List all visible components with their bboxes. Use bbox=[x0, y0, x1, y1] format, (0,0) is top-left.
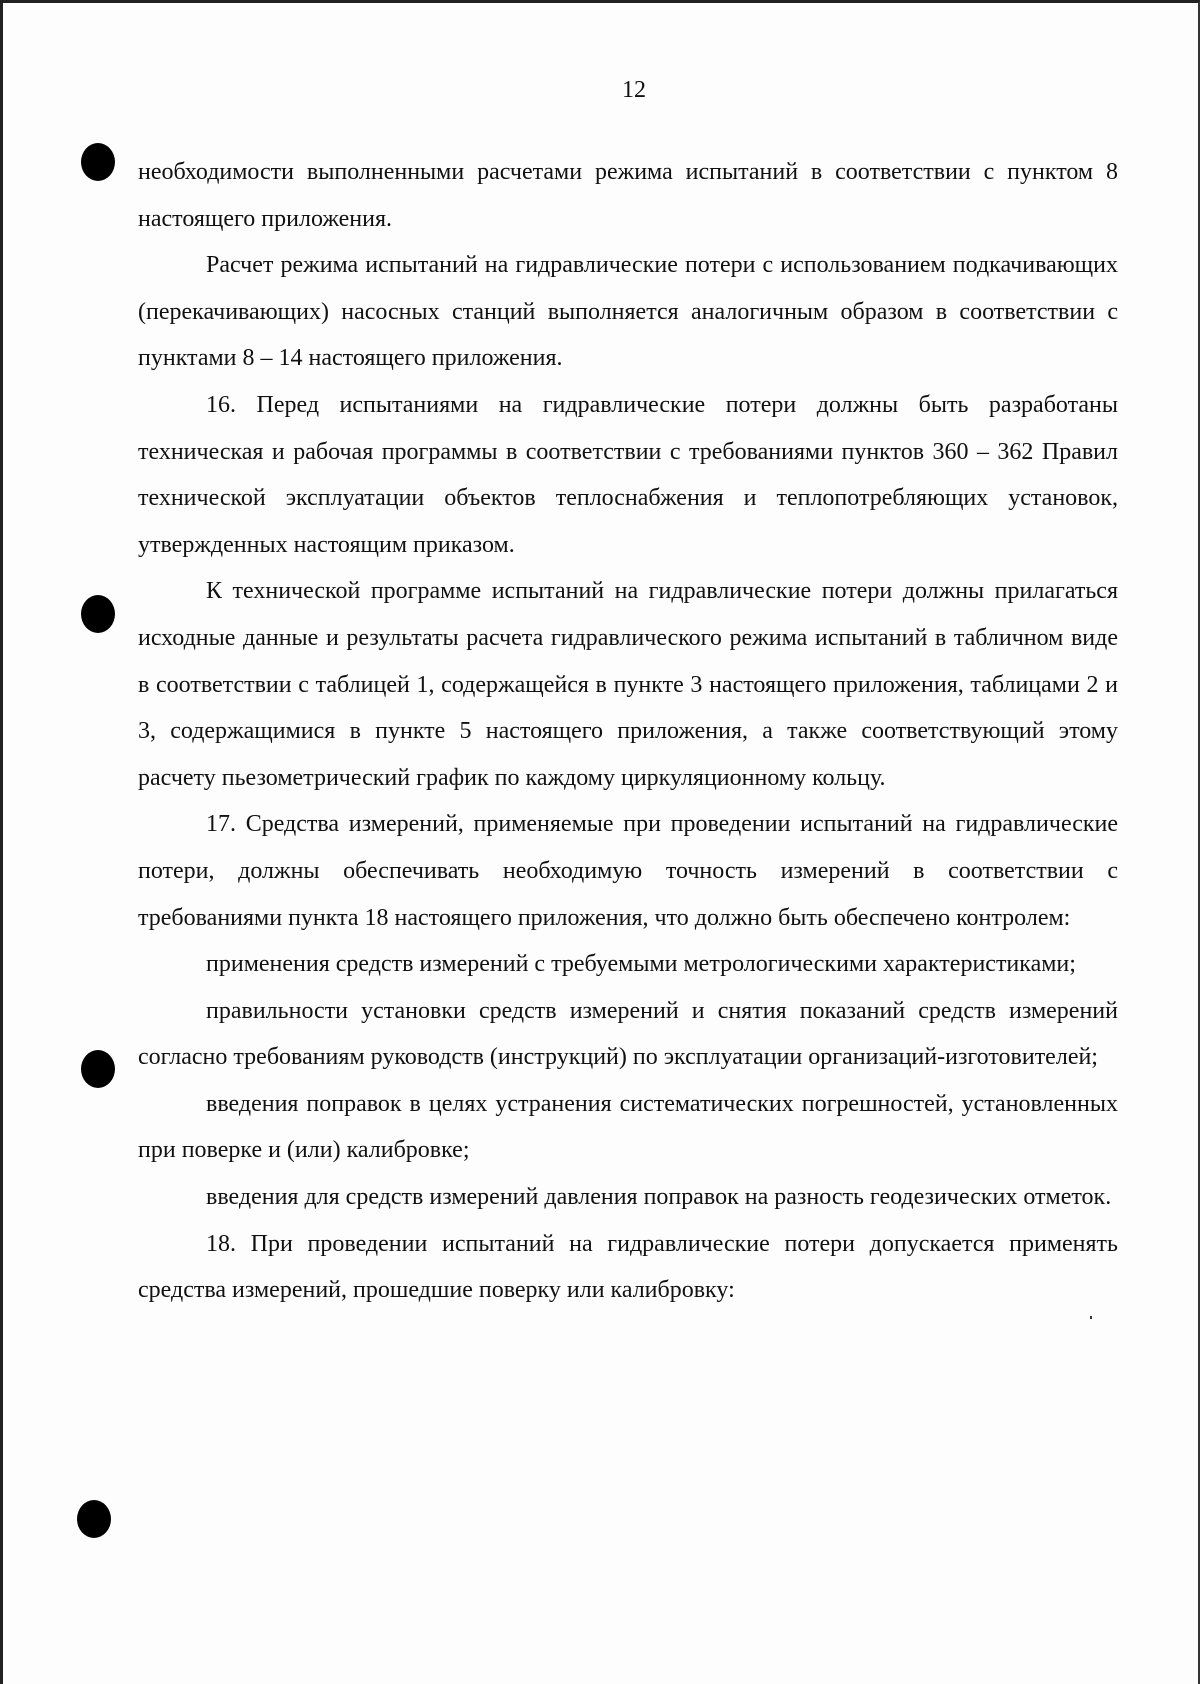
paragraph-technical-program: К технической программе испытаний на гидравлические потери должны прилагаться исходные данные и результаты расчета гидравлического режима испытаний в табличном виде в соответствии с таблицей 1, содержащейся в пункте 3 настоящего приложения, таблицами 2 и 3, содержащимися в пункте 5 настоящего приложения, а также соответствующий этому расчету пьезометрический график по каждому циркуляционному кольцу. bbox=[138, 578, 1118, 791]
scan-speck bbox=[1090, 1316, 1092, 1319]
punch-hole-1 bbox=[81, 143, 115, 181]
paragraph-control-metrological: применения средств измерений с требуемыми метрологическими характеристиками; bbox=[206, 951, 1076, 978]
punch-hole-2 bbox=[81, 595, 115, 633]
punch-hole-4 bbox=[77, 1500, 111, 1538]
document-body bbox=[138, 149, 1118, 1314]
paragraph-control-installation: правильности установки средств измерений и снятия показаний средств измерений согласно требованиям руководств (инструкций) по эксплуатации организаций-изготовителей; bbox=[138, 997, 1118, 1071]
paragraph-item-16: 16. Перед испытаниями на гидравлические потери должны быть разработаны техническая и рабочая программы в соответствии с требованиями пунктов 360 – 362 Правил технической эксплуатации объектов теплоснабжения и теплопотребляющих установок, утвержденных настоящим приказом. bbox=[138, 391, 1118, 558]
paragraph-calculation: Расчет режима испытаний на гидравлические потери с использованием подкачивающих (перекачивающих) насосных станций выполняется аналогичным образом в соответствии с пунктами 8 – 14 настоящего приложения. bbox=[138, 252, 1118, 372]
page-number: 12 bbox=[622, 77, 646, 103]
punch-hole-3 bbox=[81, 1050, 115, 1088]
paragraph-continuation: необходимости выполненными расчетами режима испытаний в соответствии с пунктом 8 настоящего приложения. bbox=[138, 159, 1118, 232]
paragraph-control-corrections: введения поправок в целях устранения систематических погрешностей, установленных при поверке и (или) калибровке; bbox=[138, 1090, 1118, 1164]
paragraph-item-17: 17. Средства измерений, применяемые при проведении испытаний на гидравлические потери, должны обеспечивать необходимую точность измерений в соответствии с требованиями пункта 18 настоящего приложения, что должно быть обеспечено контролем: bbox=[138, 811, 1118, 931]
paragraph-item-18: 18. При проведении испытаний на гидравлические потери допускается применять средства измерений, прошедшие поверку или калибровку: bbox=[138, 1230, 1118, 1304]
paragraph-control-geodetic: введения для средств измерений давления поправок на разность геодезических отметок. bbox=[206, 1184, 1112, 1211]
